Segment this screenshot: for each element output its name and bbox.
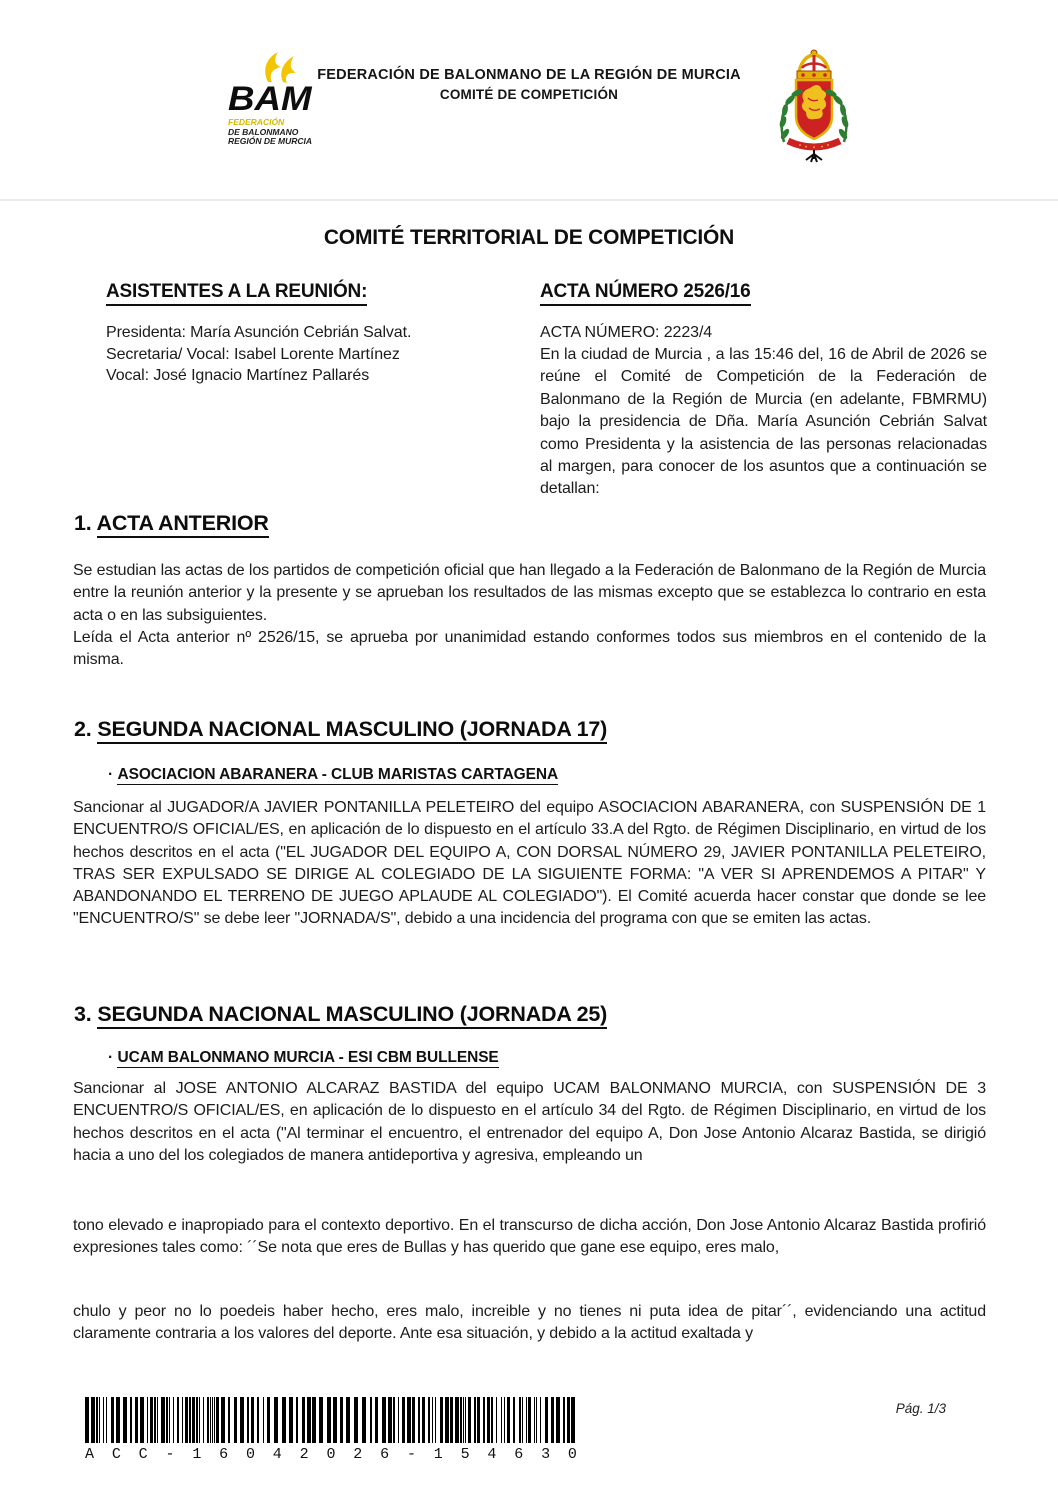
section-1-number: 1. (74, 511, 92, 535)
section-2-number: 2. (74, 717, 92, 741)
committee-name: COMITÉ DE COMPETICIÓN (439, 87, 619, 102)
bullet-glyph: · (108, 766, 114, 783)
acta-intro-paragraph: En la ciudad de Murcia , a las 15:46 del, 16 de Abril de 2026 se reúne el Comité de Competición de la Federación de Balonmano de la Región de Murcia (en adelante, FBMRMU) bajo la presidencia de Dña. María Asunción Cebrián Salvat como Presidenta y la asistencia de las personas relacionadas al margen, para conocer de los asuntos que a continuación se detallan: (540, 346, 987, 498)
bam-sub-line1: FEDERACIÓN (228, 117, 285, 127)
section-1-body (73, 560, 986, 671)
section-1-paragraph-2: Leída el Acta anterior nº 2526/15, se aprueba por unanimidad estando conformes todos sus miembros en el contenido de la misma. (73, 628, 986, 669)
attendees-list (106, 322, 516, 387)
section-3-paragraph-1: Sancionar al JOSE ANTONIO ALCARAZ BASTIDA del equipo UCAM BALONMANO MURCIA, con SUSPENSIÓN DE 3 ENCUENTRO/S OFICIAL/ES, en aplicación de lo dispuesto en el artículo 34 del Rgto. de Régimen Disciplinario, en virtud de los hechos descritos en el acta ("Al terminar el encuentro, el entrenador del equipo A, Don Jose Antonio Alcaraz Bastida, se dirigió hacia a uno del los colegiados de manera antideportiva y agresiva, empleando un (73, 1080, 986, 1164)
acta-column (540, 281, 987, 501)
section-1-title: ACTA ANTERIOR (97, 511, 269, 538)
section-3-paragraph-3: chulo y peor no lo poedeis haber hecho, eres malo, increible y no tienes ni puta idea de pitar´´, evidenciando una actitud claramente contraria a los valores del deporte. Ante esa situación, y debido a la actitud exaltada y (73, 1303, 986, 1343)
bullet-glyph: · (108, 1049, 114, 1066)
section-3-match-heading (108, 1049, 499, 1067)
attendee-vocal: Vocal: José Ignacio Martínez Pallarés (106, 367, 370, 384)
acta-heading: ACTA NÚMERO 2526/16 (540, 281, 751, 306)
section-2-paragraph-1: Sancionar al JUGADOR/A JAVIER PONTANILLA PELETEIRO del equipo ASOCIACION ABARANERA, con SUSPENSIÓN DE 1 ENCUENTRO/S OFICIAL/ES, en aplicación de lo dispuesto en el artículo 33.A del Rgto. de Régimen Disciplinario, en virtud de los hechos descritos en el acta ("EL JUGADOR DEL EQUIPO A, CON DORSAL NÚMERO 29, JAVIER PONTANILLA PELETEIRO, TRAS SER EXPULSADO SE DIRIGE AL COLEGIADO DE LA SIGUIENTE FORMA: "A VER SI APRENDEMOS A PITAR" Y ABANDONANDO EL TERRENO DE JUEGO APLAUDE AL COLEGIADO"). El Comité acuerda hacer constar que donde se lee "ENCUENTRO/S" se debe leer "JORNADA/S", debido a una incidencia del programa con que se emiten las actas. (73, 799, 986, 928)
section-1-heading (74, 511, 269, 536)
attendees-column (106, 281, 516, 387)
attendees-heading: ASISTENTES A LA REUNIÓN: (106, 281, 367, 306)
section-2-match-heading (108, 766, 558, 784)
page-number: Pág. 1/3 (895, 1401, 946, 1416)
section-2-title: SEGUNDA NACIONAL MASCULINO (JORNADA 17) (97, 717, 607, 744)
section-3-title: SEGUNDA NACIONAL MASCULINO (JORNADA 25) (97, 1002, 607, 1029)
acta-number-line: ACTA NÚMERO: 2223/4 (540, 324, 713, 341)
section-3-number: 3. (74, 1002, 92, 1026)
federation-name: FEDERACIÓN DE BALONMANO DE LA REGIÓN DE MURCIA (317, 67, 741, 83)
bam-logo-subtext (228, 118, 343, 147)
bam-sub-line3: REGIÓN DE MURCIA (228, 136, 313, 146)
header-divider (0, 199, 1058, 201)
section-2-match-teams: ASOCIACION ABARANERA - CLUB MARISTAS CARTAGENA (117, 766, 559, 783)
section-2-heading (74, 717, 607, 742)
bam-sub-line2: DE BALONMANO (228, 126, 299, 137)
section-3-paragraph-2: tono elevado e inapropiado para el contexto deportivo. En el transcurso de dicha acción, Don Jose Antonio Alcaraz Bastida profirió expresiones tales como: ´´Se nota que eres de Bullas y has querido que gane ese equipo, eres malo, (73, 1217, 986, 1257)
section-1-paragraph-1: Se estudian las actas de los partidos de competición oficial que han llegado a la Federación de Balonmano de la Región de Murcia entre la reunión anterior y la presente y se aprueban los resultados de las mismas excepto que se establezca lo contrario en esta acta o en las subsiguientes. (73, 562, 986, 624)
barcode-caption: A C C - 1 6 0 4 2 0 2 6 - 1 5 4 6 3 0 (85, 1446, 577, 1463)
organization-header (0, 66, 1058, 104)
barcode (85, 1397, 577, 1443)
attendee-presidenta: Presidenta: María Asunción Cebrián Salvat. (106, 324, 412, 341)
bam-logo-text: BAM (228, 80, 312, 118)
section-3-match-teams: UCAM BALONMANO MURCIA - ESI CBM BULLENSE (117, 1049, 499, 1066)
section-2-body (73, 797, 986, 931)
page-title: COMITÉ TERRITORIAL DE COMPETICIÓN (323, 226, 735, 249)
section-3-heading (74, 1002, 607, 1027)
attendee-secretaria: Secretaria/ Vocal: Isabel Lorente Martínez (106, 345, 400, 363)
murcia-federation-crest-icon (772, 46, 856, 164)
